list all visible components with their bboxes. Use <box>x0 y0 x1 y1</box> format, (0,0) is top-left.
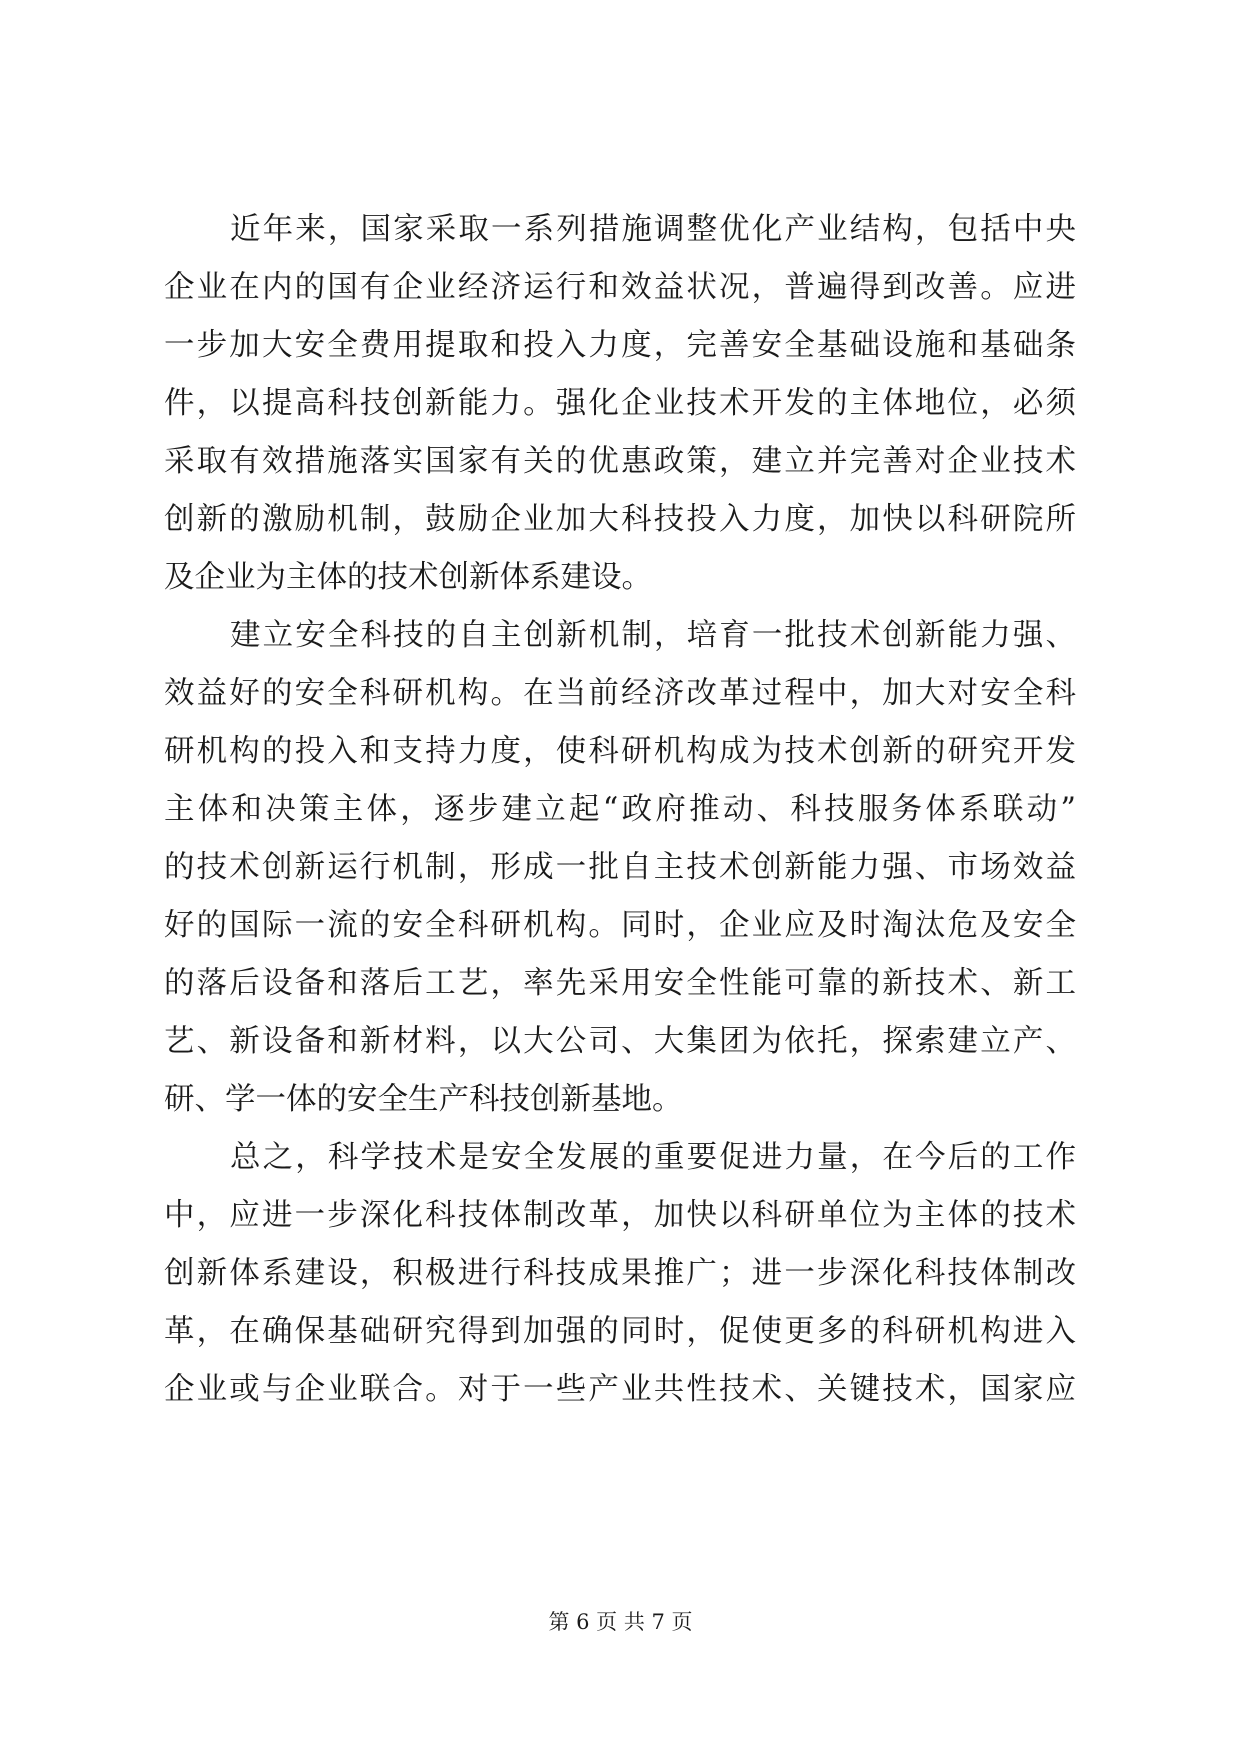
paragraph-2-line-2: 效益好的安全科研机构。在当前经济改革过程中，加大对安全科 <box>164 676 1076 711</box>
paragraph-1-line-1: 近年来，国家采取一系列措施调整优化产业结构，包括中央 <box>230 212 1076 247</box>
paragraph-2-line-8: 艺、新设备和新材料，以大公司、大集团为依托，探索建立产、 <box>164 1024 1076 1059</box>
paragraph-1-line-3: 一步加大安全费用提取和投入力度，完善安全基础设施和基础条 <box>164 328 1076 363</box>
page-number-footer: 第 6 页 共 7 页 <box>548 1610 693 1634</box>
paragraph-2-line-4: 主体和决策主体，逐步建立起“政府推动、科技服务体系联动” <box>164 792 1076 827</box>
paragraph-2-line-9: 研、学一体的安全生产科技创新基地。 <box>164 1082 683 1117</box>
paragraph-3-line-4: 革，在确保基础研究得到加强的同时，促使更多的科研机构进入 <box>164 1314 1076 1349</box>
paragraph-3-line-3: 创新体系建设，积极进行科技成果推广；进一步深化科技体制改 <box>164 1256 1076 1291</box>
paragraph-1-line-5: 采取有效措施落实国家有关的优惠政策，建立并完善对企业技术 <box>164 444 1076 479</box>
paragraph-2-line-3: 研机构的投入和支持力度，使科研机构成为技术创新的研究开发 <box>164 734 1076 769</box>
paragraph-3-line-1: 总之，科学技术是安全发展的重要促进力量，在今后的工作 <box>230 1140 1076 1175</box>
paragraph-2-line-5: 的技术创新运行机制，形成一批自主技术创新能力强、市场效益 <box>164 850 1076 885</box>
paragraph-3-line-2: 中，应进一步深化科技体制改革，加快以科研单位为主体的技术 <box>164 1198 1076 1233</box>
paragraph-1-line-6: 创新的激励机制，鼓励企业加大科技投入力度，加快以科研院所 <box>164 502 1076 537</box>
paragraph-2-line-1: 建立安全科技的自主创新机制，培育一批技术创新能力强、 <box>230 618 1076 653</box>
paragraph-2-line-7: 的落后设备和落后工艺，率先采用安全性能可靠的新技术、新工 <box>164 966 1076 1001</box>
paragraph-3-line-5: 企业或与企业联合。对于一些产业共性技术、关键技术，国家应 <box>164 1372 1076 1407</box>
paragraph-2-line-6: 好的国际一流的安全科研机构。同时，企业应及时淘汰危及安全 <box>164 908 1076 943</box>
paragraph-1-line-2: 企业在内的国有企业经济运行和效益状况，普遍得到改善。应进 <box>164 270 1076 305</box>
paragraph-1-line-4: 件，以提高科技创新能力。强化企业技术开发的主体地位，必须 <box>164 386 1076 421</box>
paragraph-1-line-7: 及企业为主体的技术创新体系建设。 <box>164 560 652 595</box>
